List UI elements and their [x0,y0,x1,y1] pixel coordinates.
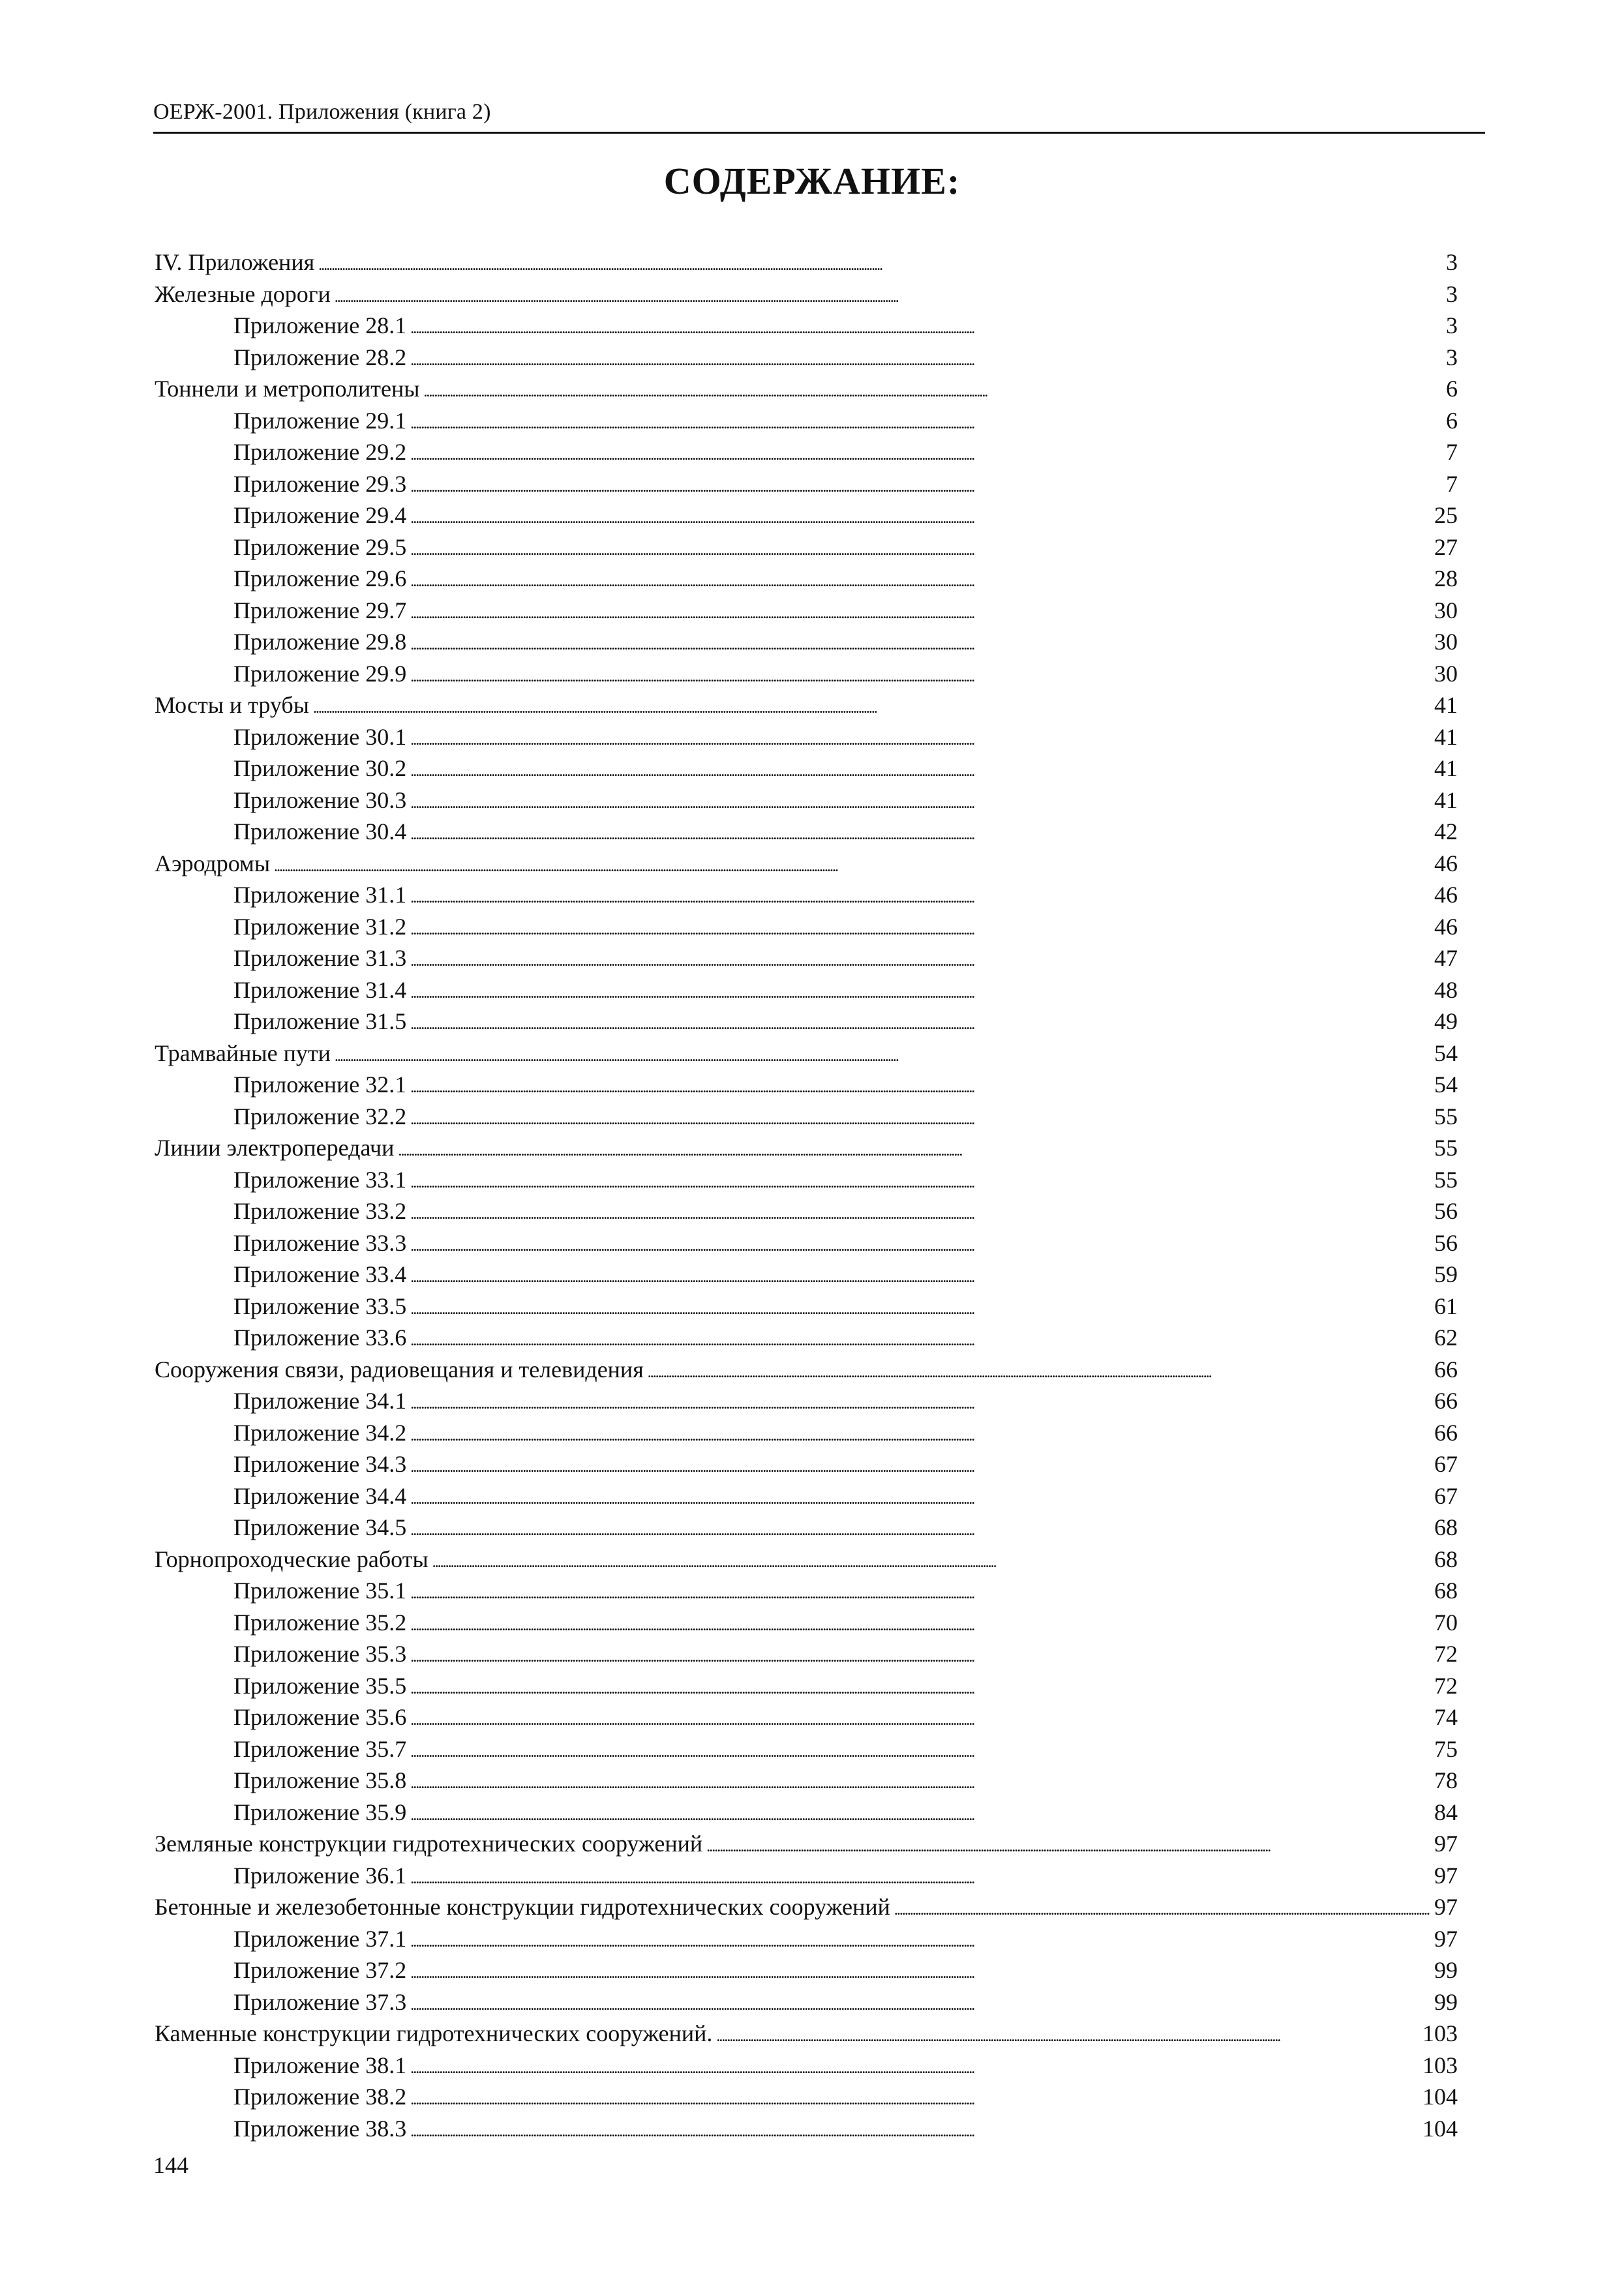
toc-page-number: 55 [1434,1166,1458,1193]
toc-subentry[interactable] [155,1480,1458,1512]
toc-page-number: 66 [1434,1419,1458,1446]
toc-dot-leader [410,468,1441,500]
toc-dot-leader [648,1354,1430,1386]
toc-entry-title: Приложение 34.1 [233,1388,407,1414]
toc-dot-leader [410,942,1430,974]
toc-entry-title: Приложение 29.3 [233,470,407,497]
toc-page-number: 7 [1446,470,1458,497]
toc-dot-leader [410,342,1441,374]
toc-entry-title: Приложение 33.5 [233,1293,407,1319]
toc-entry-title: Приложение 29.6 [233,565,407,591]
toc-entry-title: Приложение 29.2 [233,439,407,465]
toc-dot-leader [410,879,1430,911]
toc-entry-title: Приложение 31.1 [233,882,407,908]
toc-entry-title: Каменные конструкции гидротехнических сооружений. [155,2020,713,2046]
toc-page-number: 47 [1434,945,1458,971]
toc-dot-leader [410,405,1441,437]
toc-dot-leader [410,1701,1430,1733]
toc-entry-title: Приложение 29.1 [233,407,407,434]
toc-dot-leader [410,1638,1430,1670]
toc-subentry[interactable] [155,721,1458,753]
toc-page-number: 74 [1434,1704,1458,1730]
toc-dot-leader [410,1954,1430,1986]
toc-page-number: 54 [1434,1071,1458,1098]
toc-entry-title: Приложение 28.2 [233,344,407,370]
toc-subentry[interactable] [155,658,1458,690]
toc-dot-leader [410,1291,1430,1323]
toc-entry-title: Бетонные и железобетонные конструкции гидротехнических сооружений [155,1894,890,1920]
toc-subentry[interactable] [155,595,1458,627]
toc-page-number: 46 [1434,850,1458,876]
toc-dot-leader [410,436,1441,468]
toc-entry-title: Приложение 34.5 [233,1514,407,1540]
toc-entry-title: Мосты и трубы [155,692,309,718]
toc-entry-title: Приложение 30.3 [233,786,407,813]
toc-section-entry[interactable] [155,1132,1458,1164]
toc-page-number: 54 [1434,1040,1458,1066]
toc-dot-leader [410,1923,1430,1955]
toc-entry-title: Приложение 28.1 [233,312,407,338]
toc-dot-leader [410,816,1430,848]
toc-entry-title: Приложение 32.1 [233,1071,407,1098]
toc-page-number: 41 [1434,723,1458,750]
toc-subentry[interactable] [155,1670,1458,1702]
toc-page-number: 61 [1434,1293,1458,1319]
toc-dot-leader [313,689,1430,721]
toc-entry-title: Приложение 31.4 [233,976,407,1003]
toc-subentry[interactable] [155,1291,1458,1323]
toc-page-number: 99 [1434,1957,1458,1983]
toc-dot-leader [410,1069,1430,1101]
toc-section-entry[interactable] [155,1828,1458,1860]
toc-dot-leader [706,1828,1430,1860]
toc-dot-leader [410,531,1430,563]
toc-page-number: 28 [1434,565,1458,591]
toc-dot-leader [410,2081,1419,2113]
toc-page-number: 70 [1434,1609,1458,1636]
toc-page-number: 75 [1434,1735,1458,1762]
toc-page-number: 6 [1446,407,1458,434]
toc-entry-title: Приложение 30.1 [233,723,407,750]
toc-page-number: 25 [1434,502,1458,528]
toc-page-number: 97 [1434,1862,1458,1889]
toc-entry-title: Приложение 35.5 [233,1672,407,1699]
toc-page-number: 103 [1422,2052,1458,2078]
toc-entry-title: Приложение 35.8 [233,1767,407,1793]
toc-dot-leader [410,563,1430,595]
toc-dot-leader [410,1512,1430,1544]
toc-entry-title: Приложение 38.3 [233,2115,407,2142]
toc-dot-leader [410,1670,1430,1702]
toc-page-number: 55 [1434,1103,1458,1130]
toc-subentry[interactable] [155,1733,1458,1765]
toc-dot-leader [274,848,1430,880]
toc-entry-title: Приложение 33.3 [233,1229,407,1256]
toc-dot-leader [410,2050,1419,2082]
toc-dot-leader [423,373,1441,405]
toc-subentry[interactable] [155,1195,1458,1227]
toc-subentry[interactable] [155,2081,1458,2113]
toc-page-number: 99 [1434,1988,1458,2015]
toc-dot-leader [410,1101,1430,1133]
toc-subentry[interactable] [155,1575,1458,1607]
toc-subentry[interactable] [155,500,1458,531]
toc-page-number: 56 [1434,1229,1458,1256]
toc-page-number: 68 [1434,1578,1458,1604]
toc-subentry[interactable] [155,1765,1458,1797]
toc-subentry[interactable] [155,753,1458,785]
toc-dot-leader [410,1417,1430,1449]
toc-dot-leader [894,1891,1430,1923]
toc-entry-title: Приложение 33.6 [233,1324,407,1351]
toc-dot-leader [335,278,1441,310]
toc-page-number: 59 [1434,1261,1458,1287]
toc-page-number: 3 [1446,280,1458,307]
page-number: 144 [153,2152,188,2178]
toc-subentry[interactable] [155,1986,1458,2018]
toc-entry-title: Железные дороги [155,280,331,307]
toc-dot-leader [410,1733,1430,1765]
toc-entry-title: IV. Приложения [155,249,315,275]
toc-entry-title: Линии электропередачи [155,1135,395,1161]
toc-dot-leader [410,626,1430,658]
running-header: ОЕРЖ-2001. Приложения (книга 2) [153,100,491,124]
toc-subentry[interactable] [155,1923,1458,1955]
toc-subentry[interactable] [155,1227,1458,1259]
toc-subentry[interactable] [155,974,1458,1006]
toc-subentry[interactable] [155,1701,1458,1733]
toc-section-entry[interactable] [155,278,1458,310]
toc-dot-leader [410,1765,1430,1797]
toc-subentry[interactable] [155,1322,1458,1354]
toc-subentry[interactable] [155,405,1458,437]
toc-entry-title: Приложение 37.1 [233,1925,407,1952]
toc-entry-title: Приложение 31.5 [233,1008,407,1034]
toc-subentry[interactable] [155,1448,1458,1480]
toc-dot-leader [410,1164,1430,1196]
toc-page-number: 97 [1434,1894,1458,1920]
toc-page-number: 56 [1434,1198,1458,1224]
toc-page-number: 68 [1434,1546,1458,1572]
toc-subentry[interactable] [155,1954,1458,1986]
toc-entry-title: Приложение 30.2 [233,755,407,781]
toc-subentry[interactable] [155,1607,1458,1639]
toc-page-number: 3 [1446,249,1458,275]
toc-entry-title: Приложение 33.4 [233,1261,407,1287]
toc-subentry[interactable] [155,1860,1458,1892]
toc-section-entry[interactable] [155,1891,1458,1923]
toc-entry-title: Приложение 38.2 [233,2084,407,2110]
toc-entry-title: Трамвайные пути [155,1040,331,1066]
toc-dot-leader [410,2113,1419,2145]
toc-dot-leader [716,2018,1419,2050]
header-rule [153,132,1485,134]
toc-subentry[interactable] [155,1512,1458,1544]
toc-subentry[interactable] [155,816,1458,848]
toc-entry-title: Приложение 34.2 [233,1419,407,1446]
toc-subentry[interactable] [155,436,1458,468]
toc-page-number: 42 [1434,818,1458,845]
toc-subentry[interactable] [155,942,1458,974]
toc-page-number: 49 [1434,1008,1458,1034]
toc-page-number: 72 [1434,1672,1458,1699]
toc-page-number: 41 [1434,692,1458,718]
toc-page-number: 104 [1422,2084,1458,2110]
toc-dot-leader [410,1986,1430,2018]
toc-subentry[interactable] [155,1164,1458,1196]
toc-dot-leader [410,1385,1430,1417]
toc-dot-leader [410,1195,1430,1227]
toc-dot-leader [410,1607,1430,1639]
toc-entry-title: Приложение 37.2 [233,1957,407,1983]
toc-dot-leader [410,310,1441,342]
toc-entry-title: Горнопроходческие работы [155,1546,429,1572]
toc-page-number: 97 [1434,1925,1458,1952]
toc-page-number: 104 [1422,2115,1458,2142]
toc-entry-title: Приложение 31.3 [233,945,407,971]
toc-subentry[interactable] [155,626,1458,658]
toc-subentry[interactable] [155,342,1458,374]
toc-section-entry[interactable] [155,1354,1458,1386]
toc-entry-title: Приложение 32.2 [233,1103,407,1130]
toc-section-entry[interactable] [155,689,1458,721]
toc-dot-leader [410,974,1430,1006]
toc-section-entry[interactable] [155,373,1458,405]
toc-entry-title: Приложение 35.3 [233,1641,407,1667]
toc-entry-title: Приложение 35.7 [233,1735,407,1762]
toc-dot-leader [410,658,1430,690]
toc-section-entry[interactable] [155,1038,1458,1070]
toc-entry-title: Земляные конструкции гидротехнических сооружений [155,1831,703,1857]
toc-dot-leader [410,595,1430,627]
toc-dot-leader [410,1575,1430,1607]
toc-page-number: 68 [1434,1514,1458,1540]
toc-page-number: 3 [1446,312,1458,338]
toc-dot-leader [410,911,1430,943]
toc-dot-leader [410,1448,1430,1480]
toc-subentry[interactable] [155,1385,1458,1417]
toc-entry-title: Аэродромы [155,850,271,876]
toc-page-number: 66 [1434,1356,1458,1383]
toc-entry-title: Тоннели и метрополитены [155,376,420,402]
toc-page-number: 67 [1434,1451,1458,1477]
toc-page-number: 97 [1434,1831,1458,1857]
toc-page-number: 41 [1434,786,1458,813]
toc-entry-title: Приложение 34.4 [233,1482,407,1509]
toc-entry-title: Приложение 30.4 [233,818,407,845]
toc-page-number: 6 [1446,376,1458,402]
toc-page-number: 27 [1434,533,1458,560]
toc-subentry[interactable] [155,1101,1458,1133]
toc-dot-leader [410,785,1430,816]
toc-entry-title: Приложение 29.4 [233,502,407,528]
toc-entry-title: Сооружения связи, радиовещания и телевидения [155,1356,644,1383]
toc-entry-title: Приложение 29.5 [233,533,407,560]
toc-subentry[interactable] [155,879,1458,911]
toc-dot-leader [318,247,1441,278]
toc-page-number: 30 [1434,629,1458,655]
toc-entry-title: Приложение 35.9 [233,1799,407,1825]
toc-page-number: 30 [1434,597,1458,623]
toc-dot-leader [410,1006,1430,1038]
toc-subentry[interactable] [155,531,1458,563]
toc-dot-leader [410,500,1430,531]
toc-entry-title: Приложение 33.1 [233,1166,407,1193]
toc-dot-leader [410,1480,1430,1512]
toc-entry-title: Приложение 29.7 [233,597,407,623]
toc-page-number: 3 [1446,344,1458,370]
toc-dot-leader [398,1132,1430,1164]
toc-dot-leader [410,1259,1430,1291]
toc-subentry[interactable] [155,1417,1458,1449]
toc-page-number: 7 [1446,439,1458,465]
toc-subentry[interactable] [155,310,1458,342]
toc-entry-title: Приложение 35.2 [233,1609,407,1636]
toc-page-number: 55 [1434,1135,1458,1161]
toc-entry-title: Приложение 35.1 [233,1578,407,1604]
toc-subentry[interactable] [155,563,1458,595]
toc-page-number: 48 [1434,976,1458,1003]
toc-entry-title: Приложение 38.1 [233,2052,407,2078]
toc-entry-title: Приложение 35.6 [233,1704,407,1730]
toc-page-number: 30 [1434,660,1458,687]
toc-entry-title: Приложение 29.8 [233,629,407,655]
toc-entry-title: Приложение 37.3 [233,1988,407,2015]
toc-dot-leader [432,1544,1430,1576]
toc-subentry[interactable] [155,1069,1458,1101]
toc-subentry[interactable] [155,468,1458,500]
toc-dot-leader [410,721,1430,753]
toc-subentry[interactable] [155,1797,1458,1829]
toc-dot-leader [410,1797,1430,1829]
toc-section-entry[interactable] [155,848,1458,880]
toc-section-entry[interactable] [155,2018,1458,2050]
toc-subentry[interactable] [155,2050,1458,2082]
toc-subentry[interactable] [155,785,1458,816]
toc-page-number: 67 [1434,1482,1458,1509]
toc-subentry[interactable] [155,2113,1458,2145]
toc-page-number: 103 [1422,2020,1458,2046]
toc-entry-title: Приложение 34.3 [233,1451,407,1477]
toc-page-number: 66 [1434,1388,1458,1414]
toc-entry-title: Приложение 33.2 [233,1198,407,1224]
toc-page-number: 46 [1434,913,1458,940]
toc-dot-leader [410,1227,1430,1259]
toc-page-number: 78 [1434,1767,1458,1793]
toc-dot-leader [335,1038,1430,1070]
toc-page-number: 72 [1434,1641,1458,1667]
toc-entry-title: Приложение 36.1 [233,1862,407,1889]
page-title: СОДЕРЖАНИЕ: [663,160,961,202]
toc-section-entry[interactable] [155,1544,1458,1576]
toc-section-entry[interactable] [155,247,1458,278]
toc-subentry[interactable] [155,911,1458,943]
toc-page-number: 46 [1434,882,1458,908]
toc-subentry[interactable] [155,1259,1458,1291]
toc-page-number: 62 [1434,1324,1458,1351]
table-of-contents [155,247,1458,2144]
toc-subentry[interactable] [155,1006,1458,1038]
toc-page-number: 84 [1434,1799,1458,1825]
toc-subentry[interactable] [155,1638,1458,1670]
toc-page-number: 41 [1434,755,1458,781]
toc-dot-leader [410,1322,1430,1354]
toc-entry-title: Приложение 29.9 [233,660,407,687]
toc-entry-title: Приложение 31.2 [233,913,407,940]
toc-dot-leader [410,753,1430,785]
toc-dot-leader [410,1860,1430,1892]
